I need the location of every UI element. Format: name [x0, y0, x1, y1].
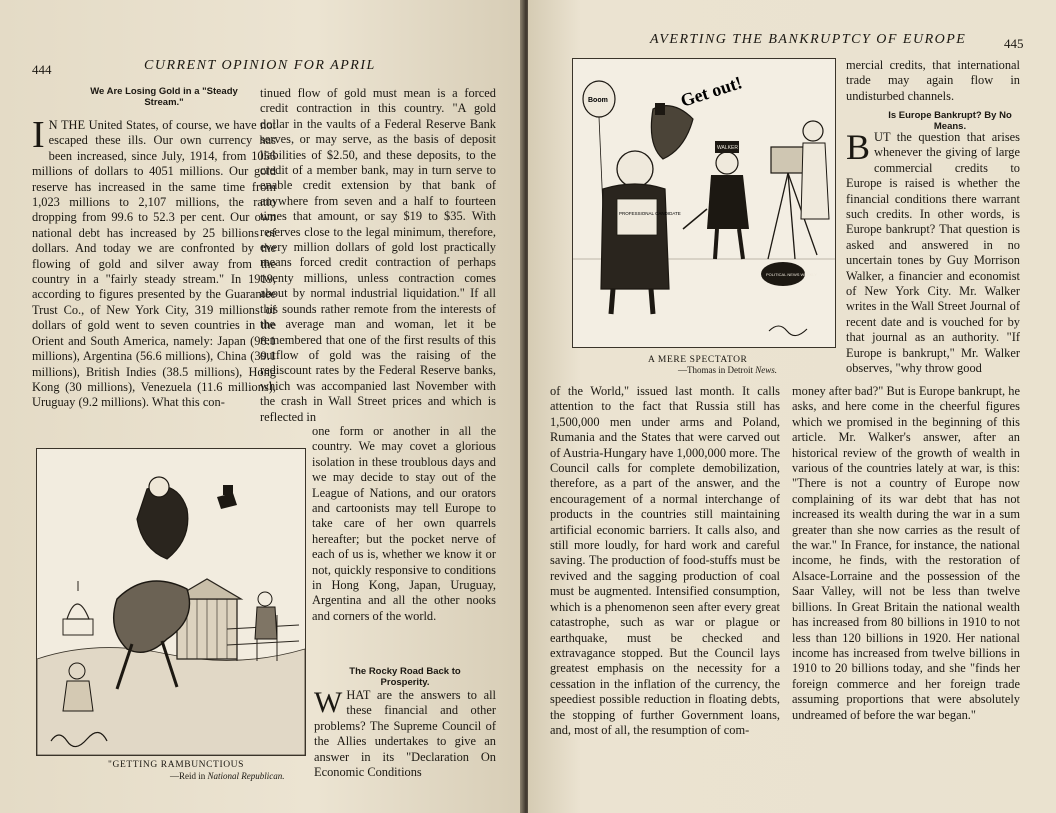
article-text-col1	[32, 114, 276, 411]
paragraph-credit: tinued flow of gold must mean is a forced credit contraction in this country. "A gold dollar in the vaults of a Federal Reserve Bank serves, or may serve, as the basis of deposit liabilities of $2.50, and these deposits, to the credit of a member bank, may in turn serve to enable credit extension by that bank of anywhere from seven and a half to fourteen times that amount, or say $19 to $35. With reserves close to the legal minimum, therefore, every million dollars of gold lost practically means forced credit contraction of perhaps twenty millions, unless contraction comes about by normal industrial liquidation." If all this sounds rather remote from the interests of the average man and woman, let it be remembered that one of the first results of this outflow of gold was the raising of the rediscount rates by the Federal Reserve banks, which was accompanied last November with the crash in Wall Street prices and which is reflected in	[260, 86, 496, 424]
credit-source-left: National Republican.	[207, 771, 285, 781]
dropcap-i: I	[32, 114, 45, 156]
subhead-europe-bankrupt: Is Europe Bankrupt? By No Means.	[888, 110, 1012, 132]
left-column-1	[32, 86, 276, 411]
cartoon-caption-left: "GETTING RAMBUNCTIOUS	[108, 760, 245, 770]
dropcap-b: B	[846, 127, 871, 167]
subhead-losing-gold: We Are Losing Gold in a "Steady Stream."	[90, 86, 238, 108]
cartoon-getting-rambunctious	[36, 448, 306, 756]
candidate-label: PROFESSIONAL CANDIDATE	[619, 211, 681, 216]
paragraph-gold: N THE United States, of course, we have not escaped these ills. Our own currency has been increased, since July, 1914, from 1056 millions of dollars to 4051 millions. Our gold reserve has increased in the same time from 1,023 millions to 2,107 millions, the ratio dropping from 99.6 to 52.3 per cent. Our own national debt has increased by 25 billions of dollars. And today we are confronted by the flowing of gold and silver away from the country in a "fairly steady stream." In 1919, according to figures presented by the Guarantee Trust Co., of New York City, 319 millions of dollars of gold went to seven countries in the Orient and South America, namely: Japan (98.1 millions), Argentina (56.6 millions), China (39.1 millions), British Indies (38.5 millions), Hong Kong (30 millions), Venezuela (11.6 millions), Uruguay (9.2 millions). What this con-	[32, 118, 276, 410]
left-page	[0, 0, 524, 813]
subhead-rocky-road: The Rocky Road Back to Prosperity.	[349, 666, 461, 688]
cartoon-drawing-right	[573, 59, 835, 347]
hatbox-label: POLITICAL NEWS WEEKLY	[766, 272, 817, 277]
right-page-right-column	[792, 384, 1020, 723]
left-column-2	[260, 86, 496, 425]
right-column-top	[846, 58, 1020, 104]
shout-text: Get out!	[678, 72, 745, 111]
page-number-left: 444	[32, 62, 52, 77]
paragraph-council: of the World," issued last month. It calls attention to the fact that Russia still has 1,500,000 men under arms and Poland, Rumania and the States that were carved out of Austria-Hungary have 1,000,000 more. The Council calls for complete demobilization, therefore, as a part of the answer, and the encouragement of a normal interchange of products in the countries still maintaining artificial economic barriers. It calls also, and still more loudly, for hard work and careful saving. The production of food-stuffs must be revived and the sagging production of coal must be augmented. Intensified consumption, which is a phenomenon seen after every great catastrophe, such as war or plague or earthquake, must be checked and extravagance stopped. But the Council lays greatest emphasis on the necessity for a cessation in the inflation of the currency, the speediest possible reduction in floating debts, the stopping of further Government loans, and, most of all, the resumption of com-	[550, 384, 780, 737]
running-head-right: AVERTING THE BANKRUPTCY OF EUROPE	[650, 32, 967, 47]
cartoon-drawing	[37, 449, 305, 755]
right-column-section3	[846, 127, 1020, 377]
paragraph-credits: mercial credits, that international trade may again flow in undisturbed channels.	[846, 58, 1020, 103]
credit-prefix-left: —Reid in	[170, 771, 208, 781]
hat-label: WALKER	[717, 145, 738, 151]
credit-source-right: News.	[755, 365, 778, 375]
running-head-left: CURRENT OPINION FOR APRIL	[144, 58, 376, 73]
paragraph-isolation: one form or another in all the country. We may covet a glorious isolation in these troublous days and we may decide to stay out of the League of Nations, and our orators and cartoonists may tell Europe to take care of her own quarrels hereafter; but the pocket nerve of each of us is, whether we know it or not, quickly responsive to conditions in Hong Kong, Japan, Uruguay, Argentina and all the other nooks and corners of the world.	[312, 424, 496, 623]
balloon-text: Boom	[588, 97, 608, 104]
paragraph-answers: HAT are the answers to all these financial and other problems? The Supreme Council of the Allies undertakes to give an answer in its "Declaration On Economic Conditions	[314, 688, 496, 780]
left-column-2-continued	[312, 424, 496, 624]
paragraph-wealth: money after bad?" But is Europe bankrupt, he asks, and here come in the cheerful figures which we promised in the beginning of this article. Mr. Walker's answer, after an historical review of the growth of wealth in various of the countries lately at war, is this: "There is not a country of Europe now complaining of its war debt that has not increased its wealth during the war in a sum greater than she now carries as the result of the war." In France, for instance, the national income, he finds, with the restoration of Alsace-Lorraine and the possession of the Saar Valley, will not be less than twelve billions. In Great Britain the national wealth has increased from 80 billions in 1910 to not less than 120 billions in 1920. Her national income has increased from twelve billions in 1910 to 20 billions today, and she "finds her foreign commerce and her foreign trade assuming proportions that were absolutely undreamed of before the war began."	[792, 384, 1020, 722]
page-number-right: 445	[1004, 36, 1024, 51]
cartoon-caption-right: A MERE SPECTATOR	[648, 355, 748, 365]
cartoon-credit-left	[170, 771, 285, 781]
cartoon-mere-spectator	[572, 58, 836, 348]
paragraph-bankrupt: UT the question that arises whenever the giving of large commercial credits to Europe is raised is whether the financial conditions there warrant such credits. In other words, is Europe bankrupt? That question is asked and answered in no uncertain tones by Guy Morrison Walker, a financier and economist of New York City. Mr. Walker writes in the Wall Street Journal of recent date and is vouched for by that journal as an authority. "If Europe is bankrupt," Mr. Walker observes, "why throw good	[846, 130, 1020, 376]
cartoon-credit-right	[678, 365, 777, 375]
credit-prefix-right: —Thomas in Detroit	[678, 365, 756, 375]
left-column-2-section2	[314, 688, 496, 780]
right-page-left-column	[550, 384, 780, 738]
dropcap-w: W	[314, 686, 343, 719]
right-page	[528, 0, 1056, 813]
